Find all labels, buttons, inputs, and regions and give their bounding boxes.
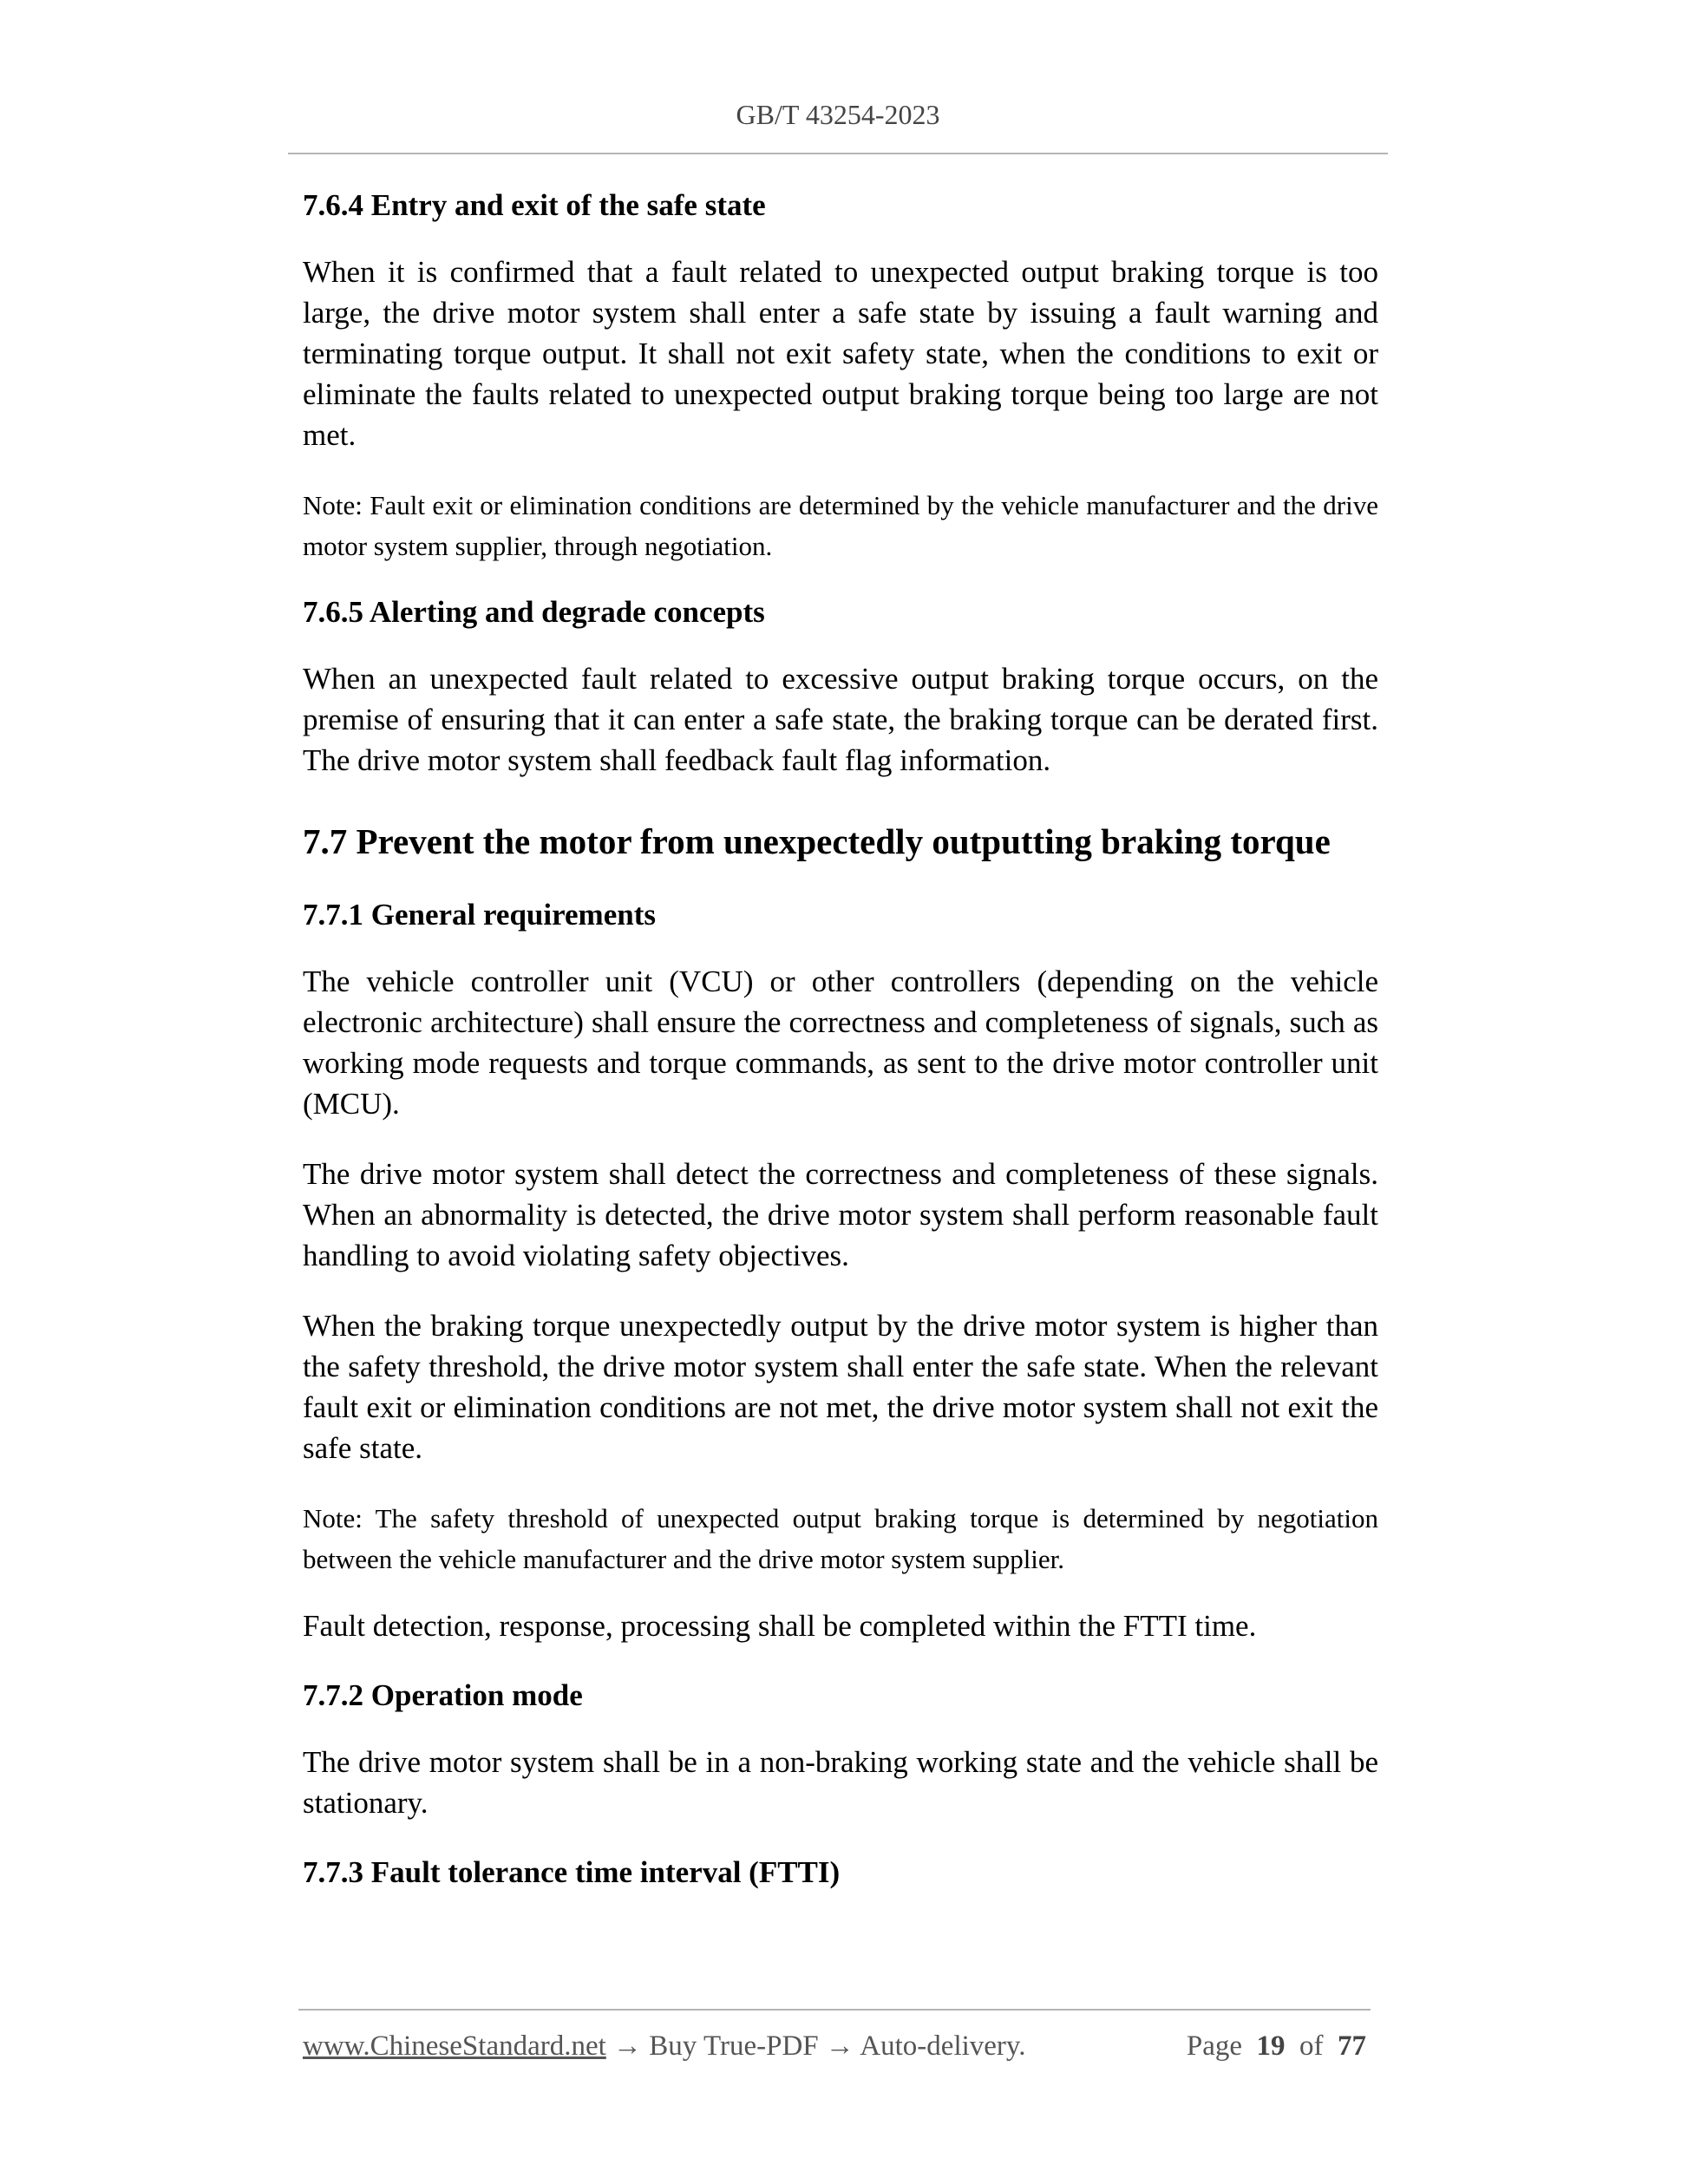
heading-7-7-1: 7.7.1 General requirements [303, 898, 656, 932]
paragraph: When the braking torque unexpectedly output by the drive motor system is higher than the safety threshold, the drive motor system shall enter the safe state. When the relevant fault exit or elimination conditions are not met, the drive motor system shall not exit the safe state. [303, 1309, 1378, 1465]
paragraph: When an unexpected fault related to excessive output braking torque occurs, on the premise of ensuring that it can enter a safe state, the braking torque can be derated first. The drive motor system shall feedback fault flag information. [303, 662, 1378, 777]
footer-divider [298, 2009, 1371, 2011]
current-page-number: 19 [1256, 2030, 1286, 2062]
page-indicator [1187, 2028, 1366, 2064]
total-pages-number: 77 [1338, 2030, 1366, 2062]
of-label: of [1299, 2030, 1324, 2062]
note: Note: Fault exit or elimination conditions are determined by the vehicle manufacturer and the drive motor system supplier, through negotiation. [303, 490, 1378, 561]
heading-7-7-3: 7.7.3 Fault tolerance time interval (FTTI) [303, 1855, 841, 1889]
chinese-standard-link[interactable]: www.ChineseStandard.net [303, 2030, 606, 2062]
footer-promo-text: → Buy True-PDF → Auto-delivery. [605, 2030, 1026, 2062]
paragraph: The drive motor system shall be in a non-braking working state and the vehicle shall be stationary. [303, 1745, 1378, 1820]
footer-promo [303, 2028, 1026, 2064]
heading-7-7-2: 7.7.2 Operation mode [303, 1678, 583, 1712]
header-divider [288, 153, 1388, 154]
note: Note: The safety threshold of unexpected output braking torque is determined by negotiation between the vehicle manufacturer and the drive motor system supplier. [303, 1503, 1378, 1574]
document-id-header: GB/T 43254-2023 [736, 99, 940, 130]
heading-7-6-4: 7.6.4 Entry and exit of the safe state [303, 188, 766, 222]
paragraph: When it is confirmed that a fault related to unexpected output braking torque is too large, the drive motor system shall enter a safe state by issuing a fault warning and terminating torque output. It shall not exit safety state, when the conditions to exit or eliminate the faults related to unexpected output braking torque being too large are not met. [303, 255, 1378, 452]
heading-7-6-5: 7.6.5 Alerting and degrade concepts [303, 595, 765, 629]
paragraph: Fault detection, response, processing shall be completed within the FTTI time. [303, 1609, 1257, 1643]
page-label: Page [1186, 2030, 1242, 2062]
heading-7-7: 7.7 Prevent the motor from unexpectedly outputting braking torque [303, 821, 1331, 861]
paragraph: The vehicle controller unit (VCU) or other controllers (depending on the vehicle electronic architecture) shall ensure the correctness and completeness of signals, such as working mode requests and torque commands, as sent to the drive motor controller unit (MCU). [303, 964, 1378, 1121]
page-body [303, 186, 1378, 1919]
paragraph: The drive motor system shall detect the correctness and completeness of these signals. When an abnormality is detected, the drive motor system shall perform reasonable fault handling to avoid violating safety objectives. [303, 1157, 1378, 1272]
